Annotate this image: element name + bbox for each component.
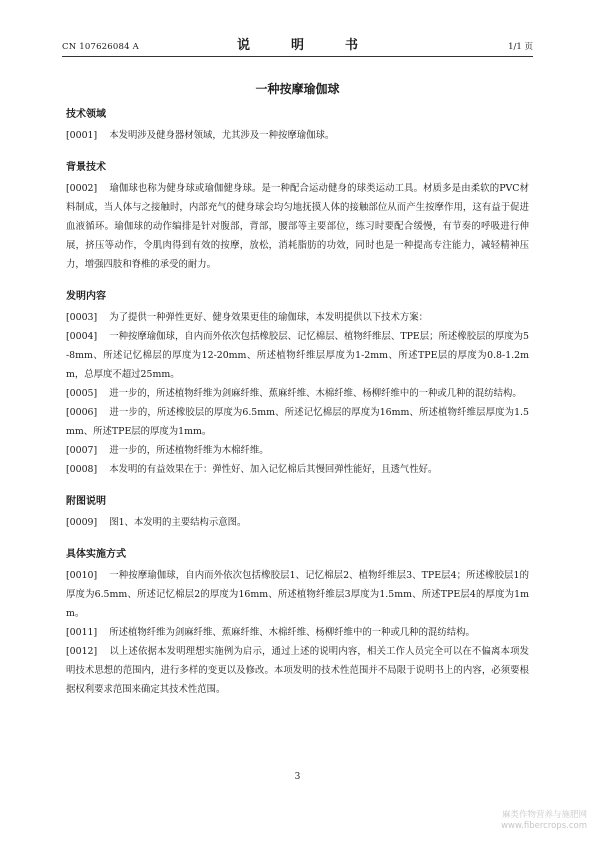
paragraph-text: 一种按摩瑜伽球，自内而外依次包括橡胶层1、记忆棉层2、植物纤维层3、TPE层4；所述橡胶层1的厚度为6.5mm、所述记忆棉层2的厚度为16mm、所述植物纤维层3厚度为1.5mm、所述TPE层4的厚度为1mm。 <box>66 570 529 619</box>
paragraph-text: 进一步的，所述植物纤维为剑麻纤维、蕉麻纤维、木棉纤维、杨柳纤维中的一种或几种的混纺结构。 <box>109 388 522 399</box>
watermark-url: www.fibercrops.com <box>501 821 587 831</box>
document-title: 一种按摩瑜伽球 <box>255 82 340 96</box>
section-heading-technical-field: 技术领域 <box>66 109 106 120</box>
paragraph-text: 一种按摩瑜伽球，自内而外依次包括橡胶层、记忆棉层、植物纤维层、TPE层；所述橡胶层的厚度为5-8mm、所述记忆棉层的厚度为12-20mm、所述植物纤维层厚度为1-2mm、所述TPE层的厚度为0.8-1.2mm，总厚度不超过25mm。 <box>66 331 529 380</box>
site-watermark <box>447 810 587 832</box>
paragraph-number: [0004] <box>66 331 98 342</box>
section-heading-drawings: 附图说明 <box>66 496 106 507</box>
paragraph <box>66 441 529 460</box>
paragraph-number: [0003] <box>66 312 98 323</box>
paragraph-number: [0002] <box>66 183 98 194</box>
paragraph-text: 瑜伽球也称为健身球或瑜伽健身球。是一种配合运动健身的球类运动工具。材质多是由柔软的PVC材料制成，当人体与之接触时，内部充气的健身球会均匀地抚摸人体的接触部位从而产生按摩作用，这有益于促进血液循环。瑜伽球的动作编排是针对腹部，背部，腰部等主要部位，练习时要配合缓慢，有节奏的呼吸进行伸展，挤压等动作，令肌肉得到有效的按摩，放松，消耗脂肪的功效，同时也是一种提高专注能力，减轻精神压力，增强四肢和脊椎的承受的耐力。 <box>66 183 529 270</box>
paragraph <box>66 126 529 145</box>
paragraph <box>66 642 529 699</box>
paragraph <box>66 179 529 274</box>
paragraph-number: [0001] <box>66 130 98 141</box>
paragraph-text: 所述植物纤维为剑麻纤维、蕉麻纤维、木棉纤维、杨柳纤维中的一种或几种的混纺结构。 <box>109 627 475 638</box>
paragraph <box>66 513 529 532</box>
paragraph-text: 进一步的，所述植物纤维为木棉纤维。 <box>109 445 269 456</box>
paragraph-text: 本发明涉及健身器材领域，尤其涉及一种按摩瑜伽球。 <box>109 130 335 141</box>
publication-number: CN 107626084 A <box>62 42 139 52</box>
document-type: 说 明 书 <box>236 38 372 53</box>
paragraph <box>66 327 529 384</box>
watermark-title: 麻类作物营养与施肥网 <box>501 810 587 820</box>
page-count: 1/1 页 <box>508 42 533 52</box>
paragraph-text: 进一步的，所述橡胶层的厚度为6.5mm、所述记忆棉层的厚度为16mm、所述植物纤维层厚度为1.5mm、所述TPE层的厚度为1mm。 <box>66 407 529 437</box>
page-header <box>62 34 533 57</box>
paragraph-number: [0009] <box>66 517 98 528</box>
section-heading-background: 背景技术 <box>66 162 106 173</box>
paragraph-number: [0010] <box>66 570 98 581</box>
paragraph-number: [0006] <box>66 407 98 418</box>
paragraph <box>66 566 529 623</box>
document-body <box>66 108 529 699</box>
paragraph-text: 为了提供一种弹性更好、健身效果更佳的瑜伽球，本发明提供以下技术方案： <box>109 312 428 323</box>
paragraph <box>66 403 529 441</box>
page-number: 3 <box>294 772 301 782</box>
paragraph-text: 图1、本发明的主要结构示意图。 <box>109 517 247 528</box>
paragraph-number: [0008] <box>66 464 98 475</box>
paragraph <box>66 384 529 403</box>
paragraph-number: [0005] <box>66 388 98 399</box>
section-heading-embodiments: 具体实施方式 <box>66 549 126 560</box>
paragraph-text: 本发明的有益效果在于：弹性好、加入记忆棉后其慢回弹性能好，且透气性好。 <box>109 464 438 475</box>
paragraph <box>66 308 529 327</box>
paragraph-number: [0011] <box>66 627 98 638</box>
paragraph-text: 以上述依据本发明理想实施例为启示，通过上述的说明内容，相关工作人员完全可以在不偏离本项发明技术思想的范围内，进行多样的变更以及修改。本项发明的技术性范围并不局限于说明书上的内容，必须要根据权利要求范围来确定其技术性范围。 <box>66 646 529 695</box>
paragraph-number: [0007] <box>66 445 98 456</box>
paragraph <box>66 623 529 642</box>
paragraph-number: [0012] <box>66 646 98 657</box>
paragraph <box>66 460 529 479</box>
section-heading-summary: 发明内容 <box>66 291 106 302</box>
